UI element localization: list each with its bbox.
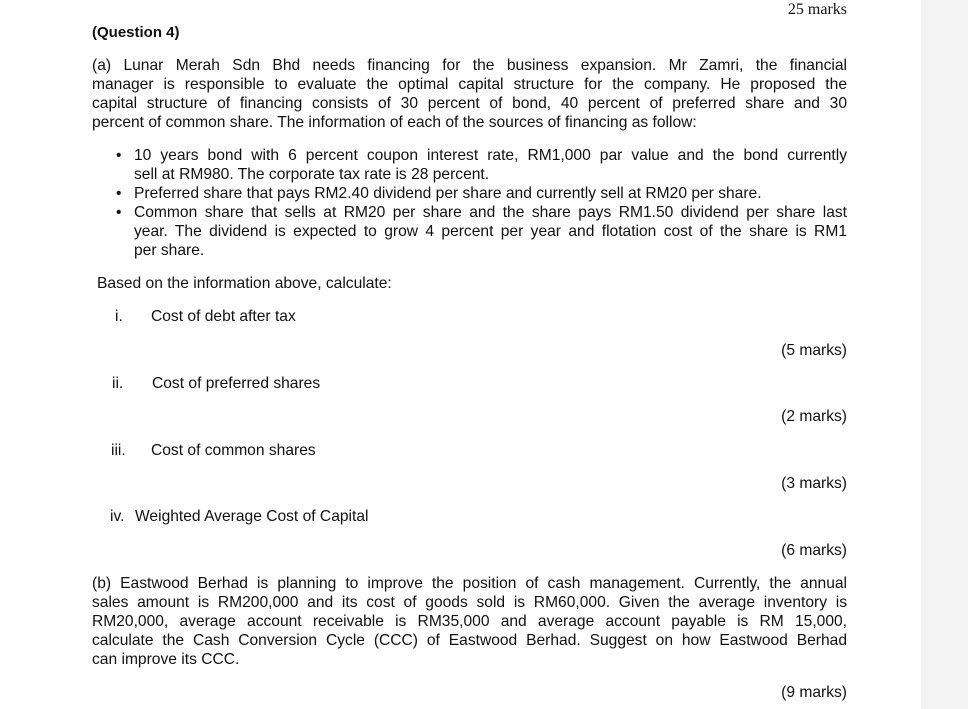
- part-a-intro-line: percent of common share. The information of each of the sources of financing as follow:: [92, 114, 697, 131]
- part-b-line: can improve its CCC.: [92, 651, 240, 668]
- item-numeral: iv.: [110, 508, 125, 525]
- item-marks: (5 marks): [781, 342, 847, 359]
- item-numeral: ii.: [112, 375, 124, 392]
- part-b-line: sales amount is RM200,000 and its cost of goods sold is RM60,000. Given the average inventory is: [92, 594, 847, 611]
- part-b-question: [92, 574, 847, 669]
- part-a-intro-line: (a) Lunar Merah Sdn Bhd needs financing for the business expansion. Mr Zamri, the financial: [92, 57, 847, 74]
- page-margin-strip: [921, 0, 968, 709]
- item-numeral: i.: [115, 308, 123, 325]
- calculate-prompt: Based on the information above, calculate:: [97, 275, 392, 292]
- part-a-intro: [92, 56, 847, 132]
- bullet-line: 10 years bond with 6 percent coupon interest rate, RM1,000 par value and the bond currently: [134, 147, 847, 164]
- part-a-intro-line: manager is responsible to evaluate the optimal capital structure for the company. He proposed the: [92, 76, 847, 93]
- total-marks: 25 marks: [787, 1, 847, 18]
- bullet-item-bond: [112, 146, 847, 184]
- bullet-line: year. The dividend is expected to grow 4 percent per year and flotation cost of the share is RM1: [134, 223, 847, 240]
- part-b-line: RM20,000, average account receivable is RM35,000 and average account payable is RM 15,000,: [92, 613, 847, 630]
- item-numeral: iii.: [111, 442, 126, 459]
- bullet-dot: •: [116, 204, 122, 221]
- item-marks: (2 marks): [781, 408, 847, 425]
- bullet-line: sell at RM980. The corporate tax rate is 28 percent.: [134, 166, 490, 183]
- item-marks: (6 marks): [781, 542, 847, 559]
- bullet-line: Preferred share that pays RM2.40 dividend per share and currently sell at RM20 per share.: [134, 185, 762, 202]
- part-b-line: calculate the Cash Conversion Cycle (CCC) of Eastwood Berhad. Suggest on how Eastwood Berhad: [92, 632, 847, 649]
- item-marks: (3 marks): [781, 475, 847, 492]
- part-b-line: (b) Eastwood Berhad is planning to improve the position of cash management. Currently, the annual: [92, 575, 847, 592]
- item-text-cost-of-common: Cost of common shares: [151, 442, 316, 459]
- bullet-item-common-share: [112, 203, 847, 260]
- part-b-marks: (9 marks): [781, 684, 847, 701]
- part-a-intro-line: capital structure of financing consists of 30 percent of bond, 40 percent of preferred share and 30: [92, 95, 847, 112]
- bullet-item-preferred-share: [112, 184, 847, 203]
- item-text-cost-of-debt: Cost of debt after tax: [151, 308, 296, 325]
- item-text-wacc: Weighted Average Cost of Capital: [135, 508, 369, 525]
- question-title: (Question 4): [92, 24, 180, 41]
- bullet-line: Common share that sells at RM20 per share and the share pays RM1.50 dividend per share last: [134, 204, 847, 221]
- bullet-dot: •: [116, 147, 122, 164]
- item-text-cost-of-preferred: Cost of preferred shares: [152, 375, 321, 392]
- bullet-line: per share.: [134, 242, 205, 259]
- bullet-dot: •: [116, 185, 122, 202]
- financing-sources-list: [112, 146, 847, 260]
